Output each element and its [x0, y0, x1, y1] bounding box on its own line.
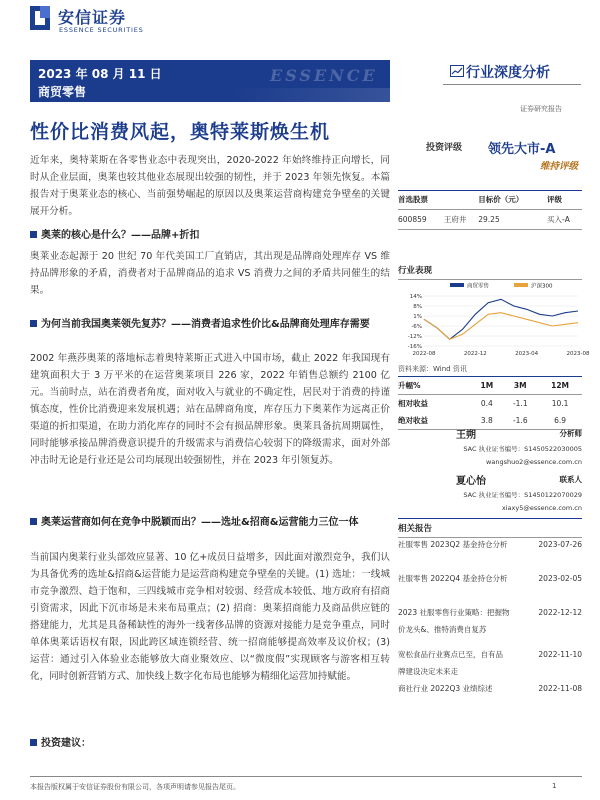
- analyst-card: [398, 472, 582, 522]
- related-report-date: 2022-11-10: [538, 650, 582, 659]
- trend-chart-icon: [450, 65, 464, 77]
- section-body-1: 奥莱业态起源于 20 世纪 70 年代美国工厂直销店，其出现是品牌商处理库存 VS 维持品牌形象的矛盾，消费者对于品牌商品的追求 VS 消费力之间的矛盾共同催生的结果。: [30, 251, 390, 296]
- report-type-divider: [443, 84, 581, 85]
- table-cell: 10.1: [551, 399, 569, 408]
- logo-mark-icon: [28, 4, 52, 32]
- table-cell: 0.4: [480, 399, 493, 408]
- table-row: [398, 210, 582, 230]
- report-sector: 商贸零售: [38, 85, 87, 99]
- section-heading-3: [30, 514, 390, 531]
- chart-lines: [424, 299, 578, 339]
- report-title: 性价比消费风起，奥特莱斯焕生机: [30, 121, 331, 143]
- related-report-title[interactable]: 社服零售 2022Q4 基金持仓分析: [398, 574, 508, 583]
- table-header-cell: 目标价（元）: [478, 191, 547, 210]
- section-body-2: 2002 年燕莎奥莱的落地标志着奥特莱斯正式进入中国市场，截止 2022 年我国现有建筑面积大于 3 万平米的在运营奥莱项目 226 家，2022 年销售总额约 2100 亿元。当前时点，站在消费者角度，面对收入与就业的不确定性，居民对于消费的持谨慎态度，性价比消费迎来发展机遇；站在品牌商角度，库存压力下奥莱作为远离正价渠道的折扣渠道，在助力消化库存的同时不会有损品牌形象。奥莱具备抗周期属性，同时能够承接品牌消费意识提升的升级需求与消费信心较弱下的降级需求，面对外部冲击时无论是行业还是公司均展现出较强韧性，并在 2023 年引领复苏。: [30, 353, 390, 466]
- section-heading-4: [30, 735, 390, 752]
- section-heading-text: 奥莱运营商如何在竞争中脱颖而出？——选址&招商&运营能力三位一体: [41, 517, 359, 528]
- table-header-row: [398, 377, 582, 395]
- related-report-item[interactable]: [398, 680, 582, 720]
- related-report-title[interactable]: 社服零售 2023Q2 基金持仓分析: [398, 540, 508, 549]
- table-cell: -1.6: [502, 412, 538, 430]
- section-heading-1: [30, 227, 390, 244]
- intro-paragraph: 近年来，奥特莱斯在各零售业态中表现突出，2020-2022 年始终维持正向增长，同时从企业层面，奥莱也较其他业态展现出较强的韧性，并于 2023 年领先恢复。本篇报告对于奥莱业态的核心、当前强势崛起的原因以及奥莱运营商构建竞争壁垒的关键展开分析。: [30, 155, 390, 217]
- related-report-title[interactable]: 2023 社服零售行业策略：把握物价龙头&、推特消费自复苏: [398, 608, 510, 634]
- banner-stripe: [230, 88, 390, 102]
- table-header-cell: [444, 191, 478, 210]
- industry-performance-chart: [398, 280, 590, 362]
- company-logo: [28, 4, 188, 40]
- table-header-cell: 3M: [502, 377, 538, 395]
- bullet-square-icon: [30, 739, 37, 746]
- logo-text-cn: 安信证券: [58, 8, 127, 27]
- bullet-square-icon: [30, 231, 37, 238]
- table-cell: -1.1: [512, 399, 528, 408]
- table-cell: 绝对收益: [398, 412, 471, 430]
- page-number: 1: [552, 782, 557, 790]
- analyst-role: 联系人: [559, 475, 582, 484]
- rating-sub: 维持评级: [540, 161, 579, 172]
- chart-y-tick-label: 1%: [413, 314, 422, 320]
- stock-rating: 买入-A: [547, 210, 582, 230]
- table-cell: 3.8: [471, 412, 502, 430]
- chart-series-line: [424, 299, 578, 339]
- legend-swatch: [450, 283, 464, 287]
- footer-divider: [30, 776, 582, 777]
- report-subtype: 证券研究报告: [520, 105, 562, 113]
- related-report-title[interactable]: 商社行业 2022Q3 业绩综述: [398, 684, 493, 693]
- related-reports-title: 相关报告: [398, 518, 582, 538]
- chart-y-tick-label: -6%: [411, 324, 422, 330]
- chart-y-ticks: [408, 294, 422, 350]
- report-type-label: 行业深度分析: [466, 65, 550, 81]
- report-date: 2023 年 08 月 11 日: [38, 67, 162, 81]
- table-cell: 6.9: [538, 412, 582, 430]
- related-report-date: 2022-12-12: [538, 608, 582, 617]
- analyst-card: [398, 426, 582, 476]
- analyst-email[interactable]: wangshuo2@essence.com.cn: [486, 458, 582, 466]
- section-heading-text: 奥莱的核心是什么？——品牌+折扣: [41, 230, 200, 241]
- table-header-cell: 12M: [538, 377, 582, 395]
- section-body-3: 当前国内奥莱行业头部效应显著、10 亿+成员日益增多，因此面对激烈竞争，我们认为具备优秀的选址&招商&运营能力是运营商构建竞争壁垒的关键。(1) 选址：一线城市竞争激烈、趋于饱和，三四线城市竞争相对较弱、经营成本较低、地方政府有招商引资需求，因此下沉市场是未来布局重点；(2) 招商：奥莱招商能力及商品供应链的搭建能力，尤其是具备稀缺性的海外一线奢侈品牌的资源对接能力是竞争重点，同时单体奥莱话语权有限，因此跨区域连锁经营、统一招商能够提高效率及议价权；(3) 运营：通过引入体验业态能够放大商业聚效应、以“微度假”实现顾客与游客相互转化，同时创新营销方式、加快线上数字化布局也能够为精细化运营加持赋能。: [30, 552, 390, 682]
- section-heading-text: 投资建议：: [41, 738, 91, 749]
- table-header-row: [398, 191, 582, 210]
- performance-table: [398, 376, 582, 430]
- chart-x-tick-label: 2022-12: [463, 351, 487, 357]
- chart-x-tick-label: 2022-08: [412, 351, 436, 357]
- legend-label: 商贸零售: [467, 283, 490, 290]
- table-header-cell: 1M: [471, 377, 502, 395]
- analyst-role: 分析师: [559, 429, 582, 438]
- related-report-item[interactable]: [398, 604, 582, 644]
- chart-y-tick-label: 14%: [409, 294, 422, 300]
- section-heading-text: 为何当前我国奥莱领先复苏？——消费者追求性价比&品牌商处理库存需要: [41, 319, 370, 330]
- analyst-cert: SAC 执业证书编号：S1450122070029: [463, 491, 582, 499]
- target-price: 29.25: [478, 210, 547, 230]
- preferred-stock-table: [398, 190, 582, 230]
- chart-grid: [424, 296, 578, 346]
- table-header-cell: 评级: [547, 191, 582, 210]
- report-type: [450, 62, 580, 82]
- chart-x-tick-label: 2023-04: [515, 351, 539, 357]
- section-heading-2: [30, 316, 390, 333]
- analyst-email[interactable]: xiaxy5@essence.com.cn: [501, 504, 582, 512]
- analyst-name: 夏心怡: [456, 476, 486, 487]
- stock-code: 600859: [398, 210, 444, 230]
- related-report-date: 2023-02-05: [538, 574, 582, 583]
- stock-name: 王府井: [444, 210, 478, 230]
- footer-disclaimer: 本报告版权属于安信证券股份有限公司，各项声明请参见报告尾页。: [30, 783, 240, 791]
- table-header-cell: 首选股票: [398, 191, 444, 210]
- chart-y-tick-label: -16%: [407, 344, 422, 350]
- related-report-title[interactable]: 宽松食品行业赛点已至，自有品牌建设决定未来走: [398, 650, 503, 676]
- bullet-square-icon: [30, 320, 37, 327]
- table-header-cell: 升幅%: [398, 377, 471, 395]
- chart-x-tick-label: 2023-08: [566, 351, 590, 357]
- table-cell: 相对收益: [398, 399, 428, 408]
- chart-x-ticks: [413, 351, 590, 357]
- bullet-square-icon: [30, 518, 37, 525]
- related-report-date: 2022-11-08: [538, 684, 582, 693]
- rating-value: 领先大市-A: [488, 142, 556, 157]
- chart-y-tick-label: 8%: [413, 304, 422, 310]
- legend-swatch: [514, 283, 528, 287]
- chart-legend: [450, 282, 553, 290]
- industry-performance-title: 行业表现: [398, 264, 582, 280]
- logo-text-en: ESSENCE SECURITIES: [59, 26, 144, 34]
- chart-source: 资料来源：Wind 资讯: [398, 365, 467, 373]
- banner-watermark: ESSENCE: [270, 66, 378, 85]
- analyst-name: 王朔: [456, 430, 476, 441]
- date-banner: [30, 60, 390, 102]
- chart-y-tick-label: -12%: [407, 334, 422, 340]
- related-report-date: 2023-07-26: [538, 540, 582, 549]
- analyst-cert: SAC 执业证书编号：S1450522030005: [463, 445, 582, 453]
- legend-label: 沪深300: [531, 283, 553, 290]
- table-row: [398, 395, 582, 413]
- rating-label: 投资评级: [426, 143, 463, 153]
